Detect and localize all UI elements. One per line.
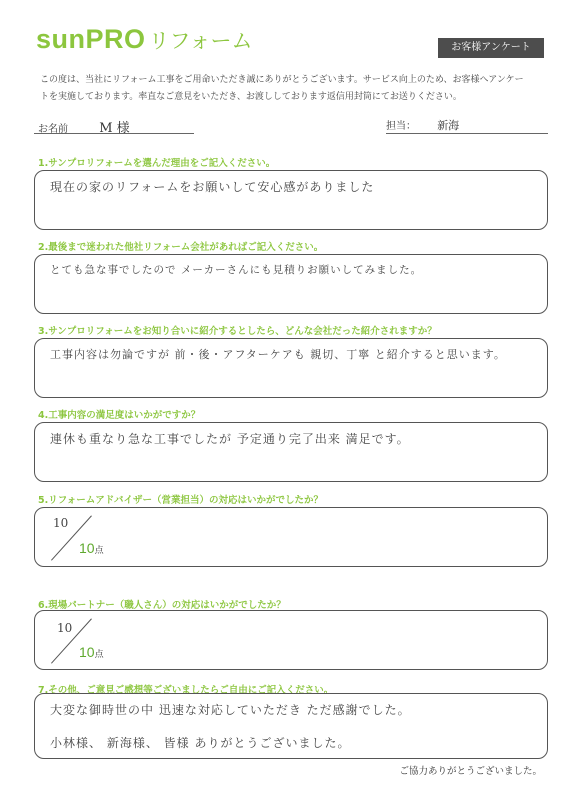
name-value: M 様 <box>99 121 130 136</box>
brand-name: sunPRO <box>36 24 146 54</box>
question-3-title: 3.サンプロリフォームをお知り合いに紹介するとしたら、どんな会社だった紹介されますか？ <box>38 326 437 337</box>
question-5-printed-score: 10点 <box>79 540 104 556</box>
question-3-answer: 工事内容は勿論ですが 前・後・アフターケアも 親切、丁寧 と紹介すると思います。 <box>50 348 506 361</box>
question-2-answer: とても急な事でしたので メーカーさんにも見積りお願いしてみました。 <box>50 264 423 276</box>
intro-text <box>40 72 550 106</box>
question-4-title: 4.工事内容の満足度はいかがですか？ <box>38 410 201 421</box>
question-5-title: 5.リフォームアドバイザー（営業担当）の対応はいかがでしたか？ <box>38 495 324 506</box>
question-5-answer-box <box>34 507 548 567</box>
question-5-written-score: 10 <box>53 516 69 530</box>
staff-row <box>386 117 548 134</box>
question-6-written-score: 10 <box>57 621 73 635</box>
intro-line-1: この度は、当社にリフォーム工事をご用命いただき誠にありがとうございます。サービス向上のため、お客様へアンケー <box>40 75 524 85</box>
question-6-answer-box <box>34 610 548 670</box>
question-2-title: 2.最後まで迷われた他社リフォーム会社があればご記入ください。 <box>38 242 324 253</box>
staff-label: 担当： <box>386 121 416 132</box>
name-label: お名前 <box>38 124 68 135</box>
question-7-answer-line-1: 大変な御時世の中 迅速な対応していただき ただ感謝でした。 <box>50 703 411 717</box>
question-4-answer: 連休も重なり急な工事でしたが 予定通り完了出来 満足です。 <box>50 432 410 446</box>
brand-sub: リフォーム <box>148 29 253 53</box>
question-1-title: 1.サンプロリフォームを選んだ理由をご記入ください。 <box>38 158 276 169</box>
question-7-answer-line-2: 小林様、 新海様、 皆様 ありがとうございました。 <box>50 736 351 750</box>
customer-name-row <box>34 117 194 134</box>
footer-thanks: ご協力ありがとうございました。 <box>399 766 542 777</box>
question-6-printed-score: 10点 <box>79 644 104 660</box>
brand-logo <box>36 24 252 55</box>
intro-line-2: トを実施しております。率直なご意見をいただき、お渡ししております返信用封筒にてお送りください。 <box>40 92 462 102</box>
question-6-title: 6.現場パートナー（職人さん）の対応はいかがでしたか？ <box>38 600 286 611</box>
question-7-title: 7.その他、ご意見ご感想等ございましたらご自由にご記入ください。 <box>38 685 334 696</box>
question-1-answer: 現在の家のリフォームをお願いして安心感がありました <box>50 180 375 194</box>
staff-value: 新海 <box>437 119 460 132</box>
survey-title-badge: お客様アンケート <box>438 38 544 58</box>
